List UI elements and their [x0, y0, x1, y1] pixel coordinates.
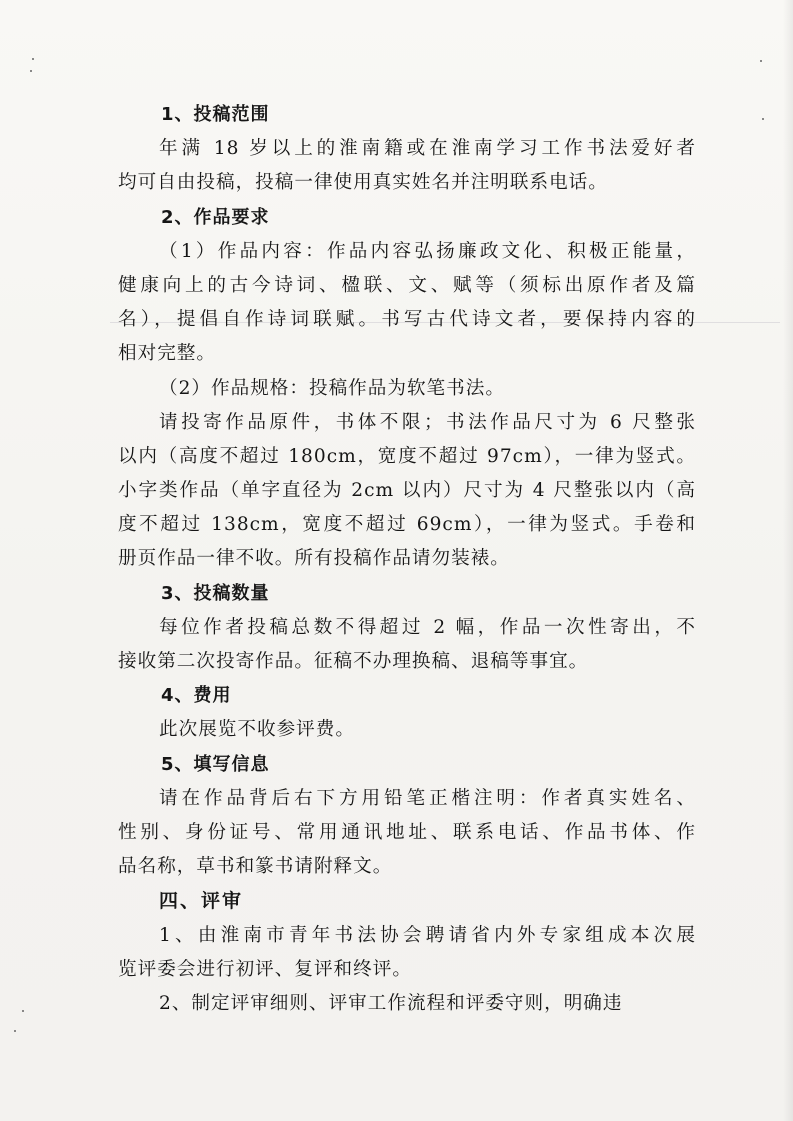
paragraph-line: 接收第二次投寄作品。征稿不办理换稿、退稿等事宜。: [118, 651, 589, 672]
paragraph-line: 品名称，草书和篆书请附释文。: [118, 856, 393, 878]
paragraph-line: 相对完整。: [118, 343, 216, 365]
paragraph-line: 均可自由投稿，投稿一律使用真实姓名并注明联系电话。: [118, 172, 608, 194]
paragraph-line: 册页作品一律不收。所有投稿作品请勿装裱。: [118, 548, 510, 570]
subheading: 1、投稿范围: [161, 104, 270, 125]
scan-speck: [762, 118, 764, 120]
scan-speck: [32, 58, 34, 60]
scan-speck: [14, 1030, 16, 1032]
paragraph-line: 览评委会进行初评、复评和终评。: [118, 958, 412, 980]
paragraph-line: 此次展览不收参评费。: [159, 719, 355, 741]
paragraph-line: 请投寄作品原件，书体不限；书法作品尺寸为 6 尺整张: [159, 411, 696, 433]
document-body: [118, 98, 696, 1021]
paragraph-line: （1）作品内容：作品内容弘扬廉政文化、积极正能量，: [159, 240, 696, 262]
paragraph-line: （2）作品规格：投稿作品为软笔书法。: [159, 377, 505, 399]
section-heading: 四、评审: [159, 890, 244, 913]
subheading: 5、填写信息: [161, 753, 270, 775]
paragraph-line: 度不超过 138cm，宽度不超过 69cm），一律为竖式。手卷和: [118, 514, 696, 536]
paragraph-line: 名），提倡自作诗词联赋。书写古代诗文者，要保持内容的: [118, 309, 696, 331]
paragraph-line: 2、制定评审细则、评审工作流程和评委守则，明确违: [159, 992, 623, 1014]
scan-speck: [760, 60, 762, 62]
subheading: 3、投稿数量: [161, 582, 270, 604]
paragraph-line: 每位作者投稿总数不得超过 2 幅，作品一次性寄出，不: [159, 616, 696, 638]
paragraph-line: 请在作品背后右下方用铅笔正楷注明：作者真实姓名、: [159, 787, 696, 809]
subheading: 2、作品要求: [161, 206, 270, 228]
paragraph-line: 小字类作品（单字直径为 2cm 以内）尺寸为 4 尺整张以内（高: [118, 480, 696, 502]
paragraph-line: 以内（高度不超过 180cm，宽度不超过 97cm），一律为竖式。: [118, 445, 696, 467]
scan-speck: [30, 70, 32, 72]
paragraph-line: 1、由淮南市青年书法协会聘请省内外专家组成本次展: [159, 924, 696, 946]
paragraph-line: 年满 18 岁以上的淮南籍或在淮南学习工作书法爱好者: [159, 138, 696, 160]
scan-speck: [22, 1010, 24, 1012]
subheading: 4、费用: [161, 685, 232, 707]
paragraph-line: 健康向上的古今诗词、楹联、文、赋等（须标出原作者及篇: [118, 274, 696, 296]
paragraph-line: 性别、身份证号、常用通讯地址、联系电话、作品书体、作: [118, 821, 696, 843]
page-edge-shadow: [783, 0, 793, 1121]
